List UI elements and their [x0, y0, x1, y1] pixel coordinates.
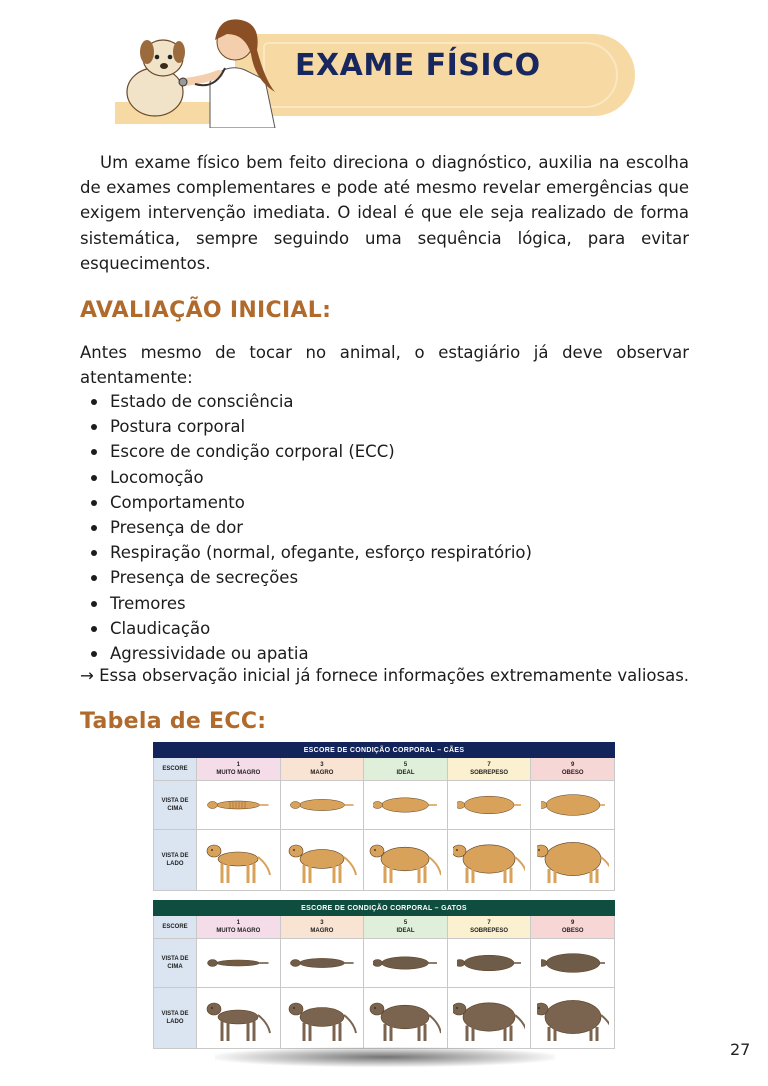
dog-top-view-score-1 — [197, 781, 281, 830]
observation-list — [88, 389, 532, 666]
row-header-side-view: VISTA DE LADO — [154, 988, 197, 1049]
dog-side-view-score-9 — [531, 830, 615, 891]
section-title-ecc: Tabela de ECC: — [80, 709, 267, 734]
ecc-cats-table — [153, 900, 615, 1049]
list-item: Escore de condição corporal (ECC) — [88, 439, 532, 464]
list-item: Presença de secreções — [88, 565, 532, 590]
score-number: 3 — [320, 920, 324, 926]
score-header-5 — [364, 758, 448, 781]
dog-top-view-score-7 — [447, 781, 531, 830]
score-number: 7 — [487, 920, 491, 926]
score-header-5 — [364, 916, 448, 939]
dog-side-view-score-5 — [364, 830, 448, 891]
score-label: MUITO MAGRO — [216, 770, 261, 776]
score-header-3 — [280, 916, 364, 939]
cat-side-view-score-7 — [447, 988, 531, 1049]
list-item: Respiração (normal, ofegante, esforço respiratório) — [88, 540, 532, 565]
score-label: SOBREPESO — [470, 770, 509, 776]
row-header-top-view: VISTA DE CIMA — [154, 939, 197, 988]
cat-top-view-score-9 — [531, 939, 615, 988]
score-number: 5 — [403, 920, 408, 926]
score-label: MAGRO — [310, 770, 334, 776]
page-title: EXAME FÍSICO — [295, 48, 541, 83]
score-number: 9 — [571, 762, 575, 768]
score-number: 7 — [487, 762, 491, 768]
cat-side-view-score-9 — [531, 988, 615, 1049]
score-label: OBESO — [561, 928, 584, 934]
score-header-3 — [280, 758, 364, 781]
list-item: Postura corporal — [88, 414, 532, 439]
cat-top-view-score-5 — [364, 939, 448, 988]
cat-side-view-score-5 — [364, 988, 448, 1049]
row-header-side-view: VISTA DE LADO — [154, 830, 197, 891]
score-label: MAGRO — [310, 928, 334, 934]
page-number: 27 — [730, 1040, 751, 1059]
cat-top-view-score-3 — [280, 939, 364, 988]
score-number: 9 — [571, 920, 575, 926]
score-header-1 — [197, 916, 281, 939]
list-item: Agressividade ou apatia — [88, 641, 532, 666]
ecc-dogs-table — [153, 742, 615, 891]
conclusion-text: → Essa observação inicial já fornece informações extremamente valiosas. — [80, 666, 690, 685]
score-label: MUITO MAGRO — [216, 928, 261, 934]
intro-paragraph: Um exame físico bem feito direciona o diagnóstico, auxilia na escolha de exames complementares e pode até mesmo revelar emergências que exigem intervenção imediata. O ideal é que ele seja realizado de forma sistemática, sempre seguindo uma sequência lógica, para evitar esquecimentos. — [80, 153, 689, 273]
score-header-9 — [531, 916, 615, 939]
score-header-7 — [447, 916, 531, 939]
dog-side-view-score-7 — [447, 830, 531, 891]
table-caption: ESCORE DE CONDIÇÃO CORPORAL – GATOS — [154, 901, 615, 916]
vet-with-dog-illustration — [115, 10, 285, 128]
dog-top-view-score-5 — [364, 781, 448, 830]
list-item: Tremores — [88, 591, 532, 616]
list-item: Claudicação — [88, 616, 532, 641]
table-caption: ESCORE DE CONDIÇÃO CORPORAL – CÃES — [154, 743, 615, 758]
list-item: Locomoção — [88, 465, 532, 490]
dog-side-view-score-3 — [280, 830, 364, 891]
score-label: SOBREPESO — [470, 928, 509, 934]
list-item: Comportamento — [88, 490, 532, 515]
section-lead: Antes mesmo de tocar no animal, o estagiário já deve observar atentamente: — [80, 343, 689, 388]
dog-side-view-score-1 — [197, 830, 281, 891]
page-header — [115, 10, 645, 128]
score-label: IDEAL — [396, 928, 415, 934]
dog-top-view-score-3 — [280, 781, 364, 830]
score-number: 3 — [320, 762, 324, 768]
page-shadow — [215, 1047, 555, 1067]
list-item: Estado de consciência — [88, 389, 532, 414]
list-item: Presença de dor — [88, 515, 532, 540]
cat-side-view-score-3 — [280, 988, 364, 1049]
cat-side-view-score-1 — [197, 988, 281, 1049]
score-header-7 — [447, 758, 531, 781]
row-header-score: ESCORE — [154, 758, 197, 781]
cat-top-view-score-7 — [447, 939, 531, 988]
score-number: 1 — [236, 920, 240, 926]
score-header-9 — [531, 758, 615, 781]
row-header-score: ESCORE — [154, 916, 197, 939]
score-number: 5 — [403, 762, 408, 768]
score-number: 1 — [236, 762, 240, 768]
score-header-1 — [197, 758, 281, 781]
dog-top-view-score-9 — [531, 781, 615, 830]
score-label: OBESO — [561, 770, 584, 776]
score-label: IDEAL — [396, 770, 415, 776]
section-title-avaliacao: AVALIAÇÃO INICIAL: — [80, 298, 332, 323]
row-header-top-view: VISTA DE CIMA — [154, 781, 197, 830]
cat-top-view-score-1 — [197, 939, 281, 988]
